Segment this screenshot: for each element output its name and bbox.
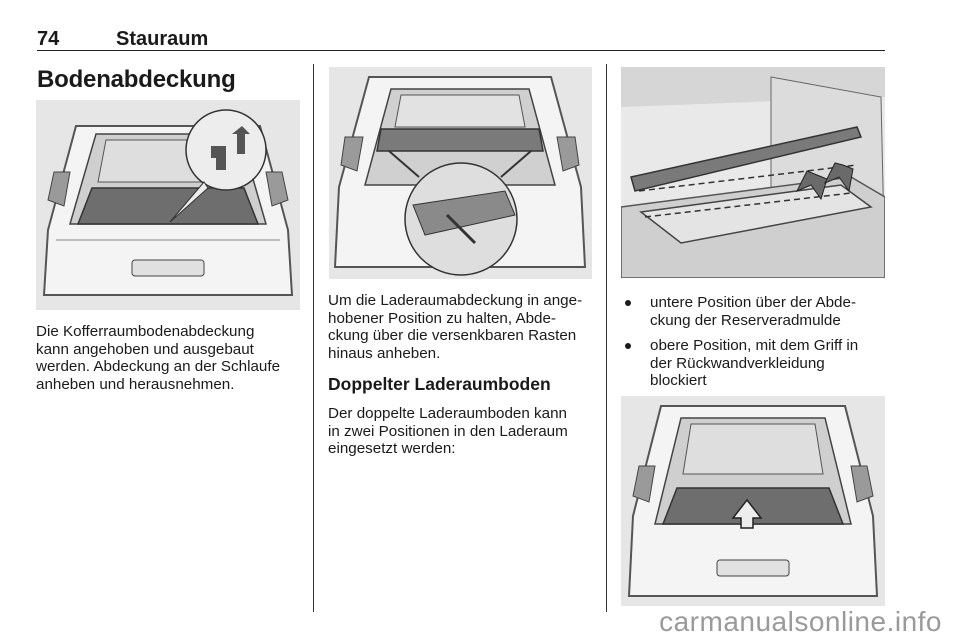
text-line: kann angehoben und ausgebaut bbox=[36, 340, 254, 358]
subheading: Doppelter Laderaumboden bbox=[328, 374, 551, 394]
text-line: werden. Abdeckung an der Schlaufe bbox=[36, 358, 281, 375]
text-line: blockiert bbox=[650, 372, 707, 389]
list-item bbox=[622, 337, 890, 390]
bullet-icon bbox=[625, 343, 631, 349]
page-number: 74 bbox=[37, 28, 60, 50]
col2-body bbox=[328, 292, 604, 362]
column-divider-1 bbox=[313, 64, 314, 612]
text-line: hobener Position zu halten, Abde- bbox=[328, 309, 556, 327]
section-title: Stauraum bbox=[116, 28, 209, 50]
text-line: der Rückwandverkleidung bbox=[650, 354, 825, 372]
double-load-floor-positions-icon bbox=[621, 67, 885, 278]
col2-intro bbox=[328, 405, 604, 458]
text-line: Um die Laderaumabdeckung in ange- bbox=[328, 292, 583, 309]
text-line: Die Kofferraumbodenabdeckung bbox=[36, 323, 255, 340]
list-item bbox=[622, 294, 890, 329]
text-line: obere Position, mit dem Griff in bbox=[650, 337, 859, 354]
text-line: in zwei Positionen in den Laderaum bbox=[328, 422, 568, 440]
car-trunk-load-cover-raised-icon bbox=[329, 67, 592, 279]
text-line: eingesetzt werden: bbox=[328, 440, 456, 457]
text-line: ckung der Reserveradmulde bbox=[650, 311, 841, 329]
col1-body bbox=[36, 323, 306, 393]
positions-list bbox=[622, 294, 890, 398]
page-title: Bodenabdeckung bbox=[37, 66, 236, 93]
car-trunk-floor-raised-arrow-icon bbox=[621, 396, 885, 606]
text-line: hinaus anheben. bbox=[328, 344, 441, 362]
bullet-icon bbox=[625, 300, 631, 306]
text-line: anheben und herausnehmen. bbox=[36, 375, 235, 393]
column-divider-2 bbox=[606, 64, 607, 612]
text-line: ckung über die versenkbaren Rasten bbox=[328, 327, 577, 344]
text-line: untere Position über der Abde- bbox=[650, 294, 857, 311]
car-trunk-floor-cover-lift-icon bbox=[36, 100, 300, 310]
text-line: Der doppelte Laderaumboden kann bbox=[328, 405, 567, 422]
page-header bbox=[37, 26, 885, 51]
watermark: carmanualsonline.info bbox=[659, 606, 942, 637]
